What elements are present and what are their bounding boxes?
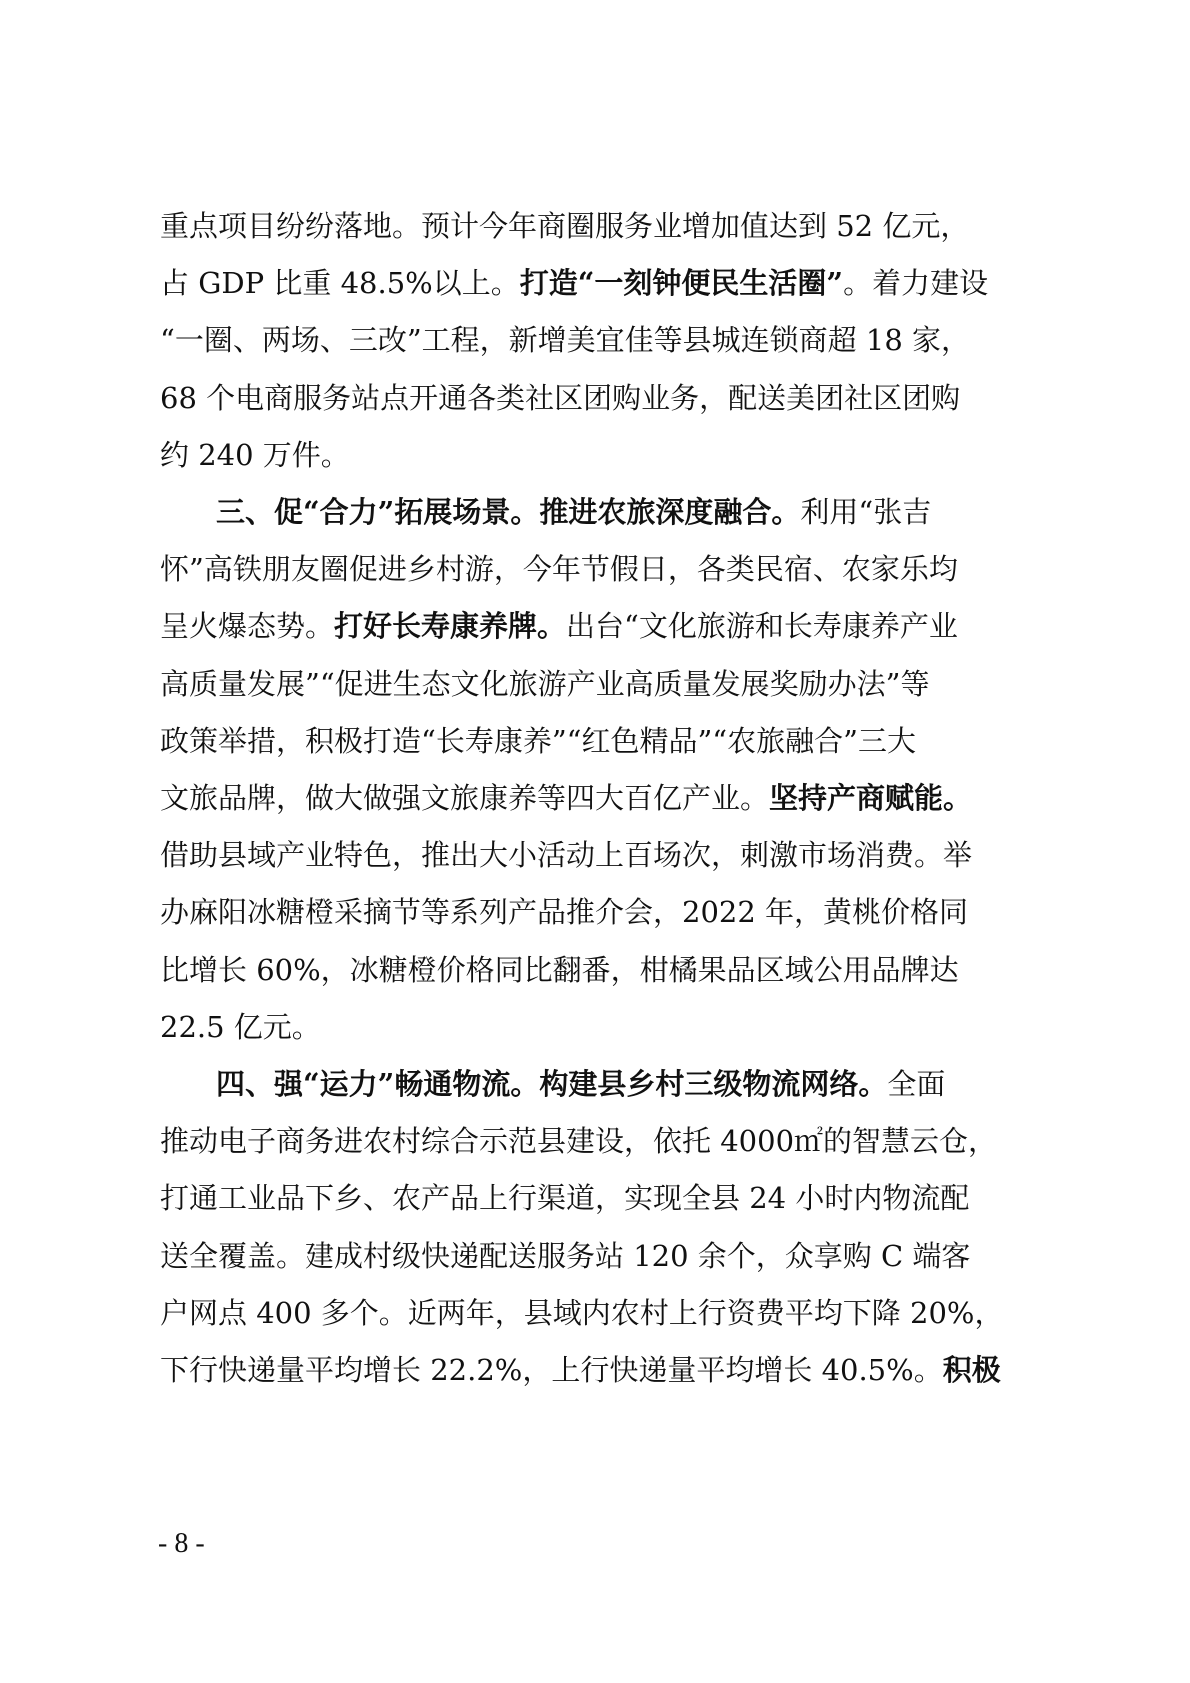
- paragraph-first-line: [216, 482, 1040, 542]
- text-run: 高质量发展”“促进生态文化旅游产业高质量发展奖励办法”等: [160, 666, 930, 701]
- bold-phrase: 三、促“合力”拓展场景。推进农旅深度融合。: [216, 495, 801, 529]
- text-line: [160, 539, 1040, 599]
- text-run: 办麻阳冰糖橙采摘节等系列产品推介会，2022 年，黄桃价格同: [160, 895, 969, 930]
- text-line: [160, 310, 1040, 370]
- bold-phrase: 四、强“运力”畅通物流。构建县乡村三级物流网络。: [216, 1067, 888, 1101]
- text-run: 呈火爆态势。: [160, 609, 335, 644]
- bold-phrase: 打好长寿康养牌。: [334, 609, 567, 644]
- text-run: 重点项目纷纷落地。预计今年商圈服务业增加值达到 52 亿元，: [160, 209, 970, 243]
- text-line: [160, 1111, 1040, 1171]
- text-run: 借助县域产业特色，推出大小活动上百场次，刺激市场消费。举: [160, 838, 973, 873]
- text-line: [160, 768, 1040, 828]
- text-run: 22.5 亿元。: [160, 1009, 321, 1044]
- bold-phrase: 积极: [942, 1353, 1001, 1387]
- text-run: 推动电子商务进农村综合示范县建设，依托 4000㎡的智慧云仓，: [160, 1124, 998, 1159]
- text-run: 出台“文化旅游和长寿康养产业: [566, 609, 958, 644]
- text-line: [160, 940, 1040, 1000]
- text-line: [160, 1283, 1040, 1343]
- text-line: [160, 253, 1040, 313]
- text-line: [160, 596, 1040, 656]
- text-run: “一圈、两场、三改”工程，新增美宜佳等县城连锁商超 18 家，: [160, 323, 970, 358]
- text-line: [160, 997, 1040, 1057]
- text-run: 全面: [887, 1067, 946, 1101]
- text-line: [160, 1168, 1040, 1228]
- text-run: 利用“张吉: [800, 495, 932, 529]
- text-run: 68 个电商服务站点开通各类社区团购业务，配送美团社区团购: [160, 380, 961, 415]
- text-line: [160, 711, 1040, 771]
- text-line: [160, 1226, 1040, 1286]
- text-run: 怀”高铁朋友圈促进乡村游，今年节假日，各类民宿、农家乐均: [160, 552, 958, 587]
- text-run: 送全覆盖。建成村级快递配送服务站 120 余个，众享购 C 端客: [160, 1238, 971, 1273]
- text-run: 比增长 60%，冰糖橙价格同比翻番，柑橘果品区域公用品牌达: [160, 952, 959, 987]
- text-run: 约 240 万件。: [160, 437, 350, 472]
- text-run: 。着力建设: [843, 266, 989, 301]
- paragraph-first-line: [160, 196, 1040, 256]
- page-number: - 8 -: [158, 1528, 205, 1559]
- text-run: 下行快递量平均增长 22.2%，上行快递量平均增长 40.5%。: [160, 1353, 943, 1387]
- text-line: [160, 654, 1040, 714]
- text-run: 政策举措，积极打造“长寿康养”“红色精品”“农旅融合”三大: [160, 723, 916, 758]
- paragraph-first-line: [216, 1054, 1040, 1114]
- text-line: [160, 1340, 1040, 1400]
- text-run: 文旅品牌，做大做强文旅康养等四大百亿产业。: [160, 781, 770, 815]
- text-line: [160, 425, 1040, 485]
- bold-phrase: 坚持产商赋能。: [769, 781, 973, 815]
- text-run: 户网点 400 多个。近两年，县域内农村上行资费平均下降 20%，: [160, 1295, 1004, 1330]
- text-run: 占 GDP 比重 48.5%以上。: [160, 266, 520, 301]
- text-line: [160, 882, 1040, 942]
- bold-phrase: 打造“一刻钟便民生活圈”: [519, 266, 844, 301]
- text-line: [160, 825, 1040, 885]
- text-line: [160, 368, 1040, 428]
- text-run: 打通工业品下乡、农产品上行渠道，实现全县 24 小时内物流配: [160, 1181, 970, 1216]
